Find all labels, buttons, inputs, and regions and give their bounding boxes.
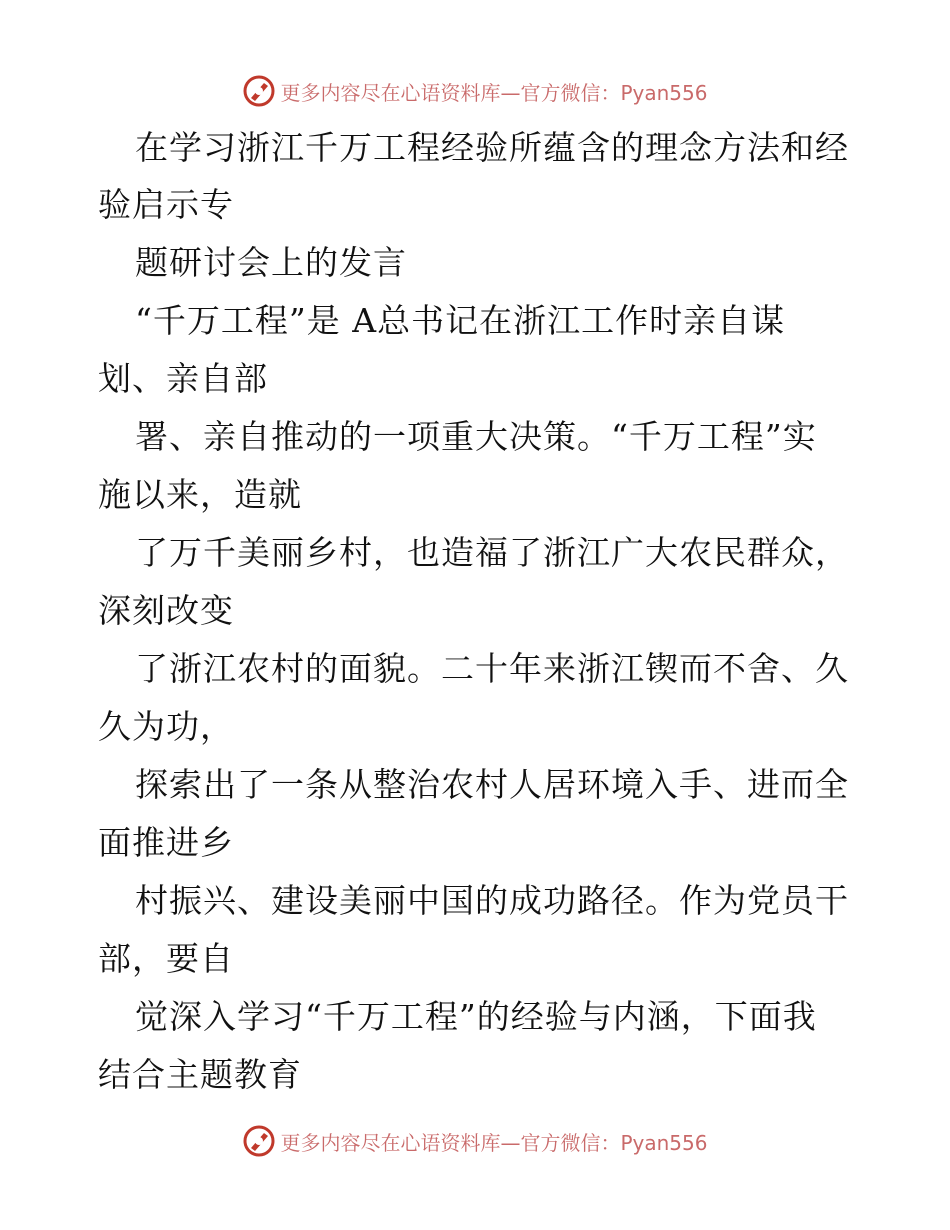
watermark-text: 更多内容尽在心语资料库—官方微信：Pyan556 xyxy=(280,80,708,105)
logo-icon xyxy=(242,74,276,108)
text-line: 部，要自 xyxy=(98,939,234,978)
text-line: 探索出了一条从整治农村人居环境入手、进而全 xyxy=(135,765,849,804)
text-line: 了万千美丽乡村，也造福了浙江广大农民群众， xyxy=(135,533,849,572)
logo-icon xyxy=(242,1124,276,1158)
text-line: 题研讨会上的发言 xyxy=(135,243,407,282)
watermark-text: 更多内容尽在心语资料库—官方微信：Pyan556 xyxy=(280,1130,708,1155)
header-watermark xyxy=(0,71,950,111)
text-line: 署、亲自推动的一项重大决策。“千万工程”实 xyxy=(135,417,817,456)
text-line: 觉深入学习“千万工程”的经验与内涵，下面我 xyxy=(135,997,817,1036)
text-line: 久为功， xyxy=(98,707,234,746)
text-line: 面推进乡 xyxy=(98,823,234,862)
text-line: 深刻改变 xyxy=(98,591,234,630)
text-line: “千万工程”是 A总书记在浙江工作时亲自谋 xyxy=(135,301,786,340)
text-line: 施以来，造就 xyxy=(98,475,302,514)
text-line: 划、亲自部 xyxy=(98,359,268,398)
text-line: 结合主题教育 xyxy=(98,1055,302,1094)
text-line: 了浙江农村的面貌。二十年来浙江锲而不舍、久 xyxy=(135,649,849,688)
footer-watermark xyxy=(0,1121,950,1161)
text-line: 在学习浙江千万工程经验所蕴含的理念方法和经 xyxy=(135,128,849,167)
text-line: 村振兴、建设美丽中国的成功路径。作为党员干 xyxy=(135,881,849,920)
text-line: 验启示专 xyxy=(98,185,234,224)
